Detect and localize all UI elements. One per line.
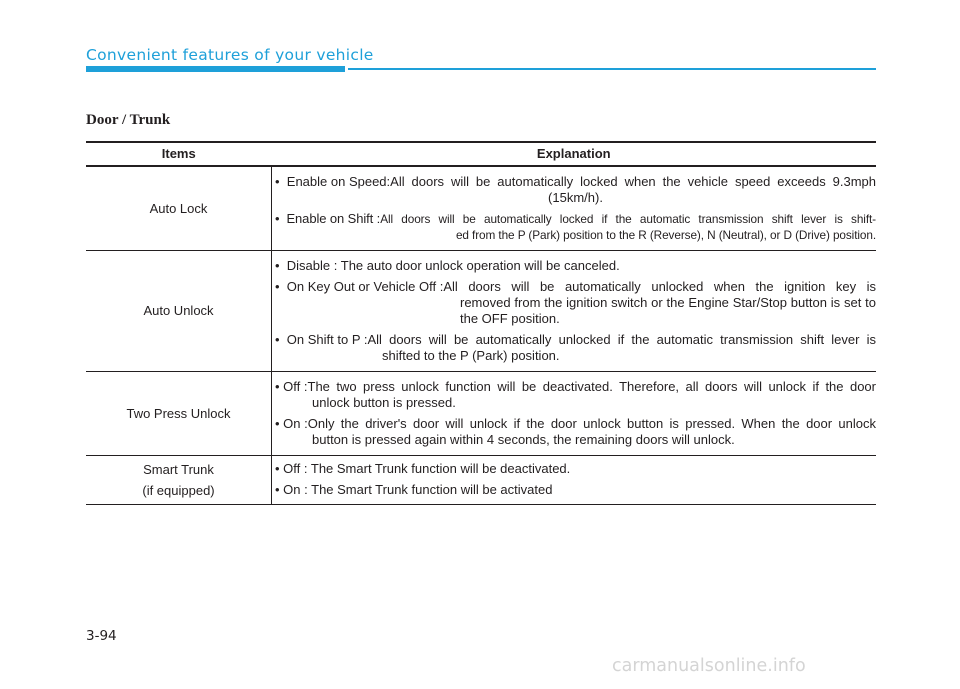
bullet-item: • Enable on Shift : All doors will be automatically locked if the automatic transmission shift lever is shift- ed from the P (Park) position to the R (Reverse), N (Neutral), or D (Drive) position. bbox=[275, 211, 876, 242]
explanation-cell-two-press-unlock bbox=[272, 372, 877, 456]
item-label: Smart Trunk bbox=[143, 461, 214, 477]
table-row bbox=[86, 372, 876, 456]
explanation-cell-auto-unlock bbox=[272, 251, 877, 372]
item-cell-auto-lock: Auto Lock bbox=[86, 166, 272, 251]
item-cell-two-press-unlock: Two Press Unlock bbox=[86, 372, 272, 456]
watermark: carmanualsonline.info bbox=[612, 656, 806, 676]
table-row bbox=[86, 251, 876, 372]
explanation-cell-auto-lock bbox=[272, 166, 877, 251]
item-cell-smart-trunk bbox=[86, 456, 272, 505]
features-table bbox=[86, 141, 876, 505]
header-accent-bar bbox=[86, 66, 345, 72]
item-cell-auto-unlock: Auto Unlock bbox=[86, 251, 272, 372]
table-row bbox=[86, 456, 876, 505]
bullet-item: • Off : The Smart Trunk function will be deactivated. bbox=[275, 461, 571, 476]
bullet-item: • On Key Out or Vehicle Off : All doors will be automatically unlocked when the ignition key is removed from the ignition switch or the Engine Star/Stop button is set to the OFF position. bbox=[275, 279, 876, 326]
column-header-items: Items bbox=[86, 142, 272, 166]
page-heading: Door / Trunk bbox=[86, 112, 171, 128]
table-header-row bbox=[86, 142, 876, 166]
bullet-item: • On : The Smart Trunk function will be activated bbox=[275, 482, 553, 497]
page-number: 3-94 bbox=[86, 628, 117, 644]
bullet-item: • Disable : The auto door unlock operation will be canceled. bbox=[275, 258, 620, 273]
column-header-explanation: Explanation bbox=[272, 142, 877, 166]
table-row bbox=[86, 166, 876, 251]
item-sublabel: (if equipped) bbox=[142, 482, 215, 498]
bullet-item: • Enable on Speed: All doors will be automatically locked when the vehicle speed exceeds 9.3mph (15km/h). bbox=[275, 174, 876, 205]
bullet-item: • On Shift to P : All doors will be automatically unlocked if the automatic transmission shift lever is shifted to the P (Park) position. bbox=[275, 332, 876, 363]
bullet-item: • On : Only the driver's door will unlock if the door unlock button is pressed. When the door unlock button is pressed again within 4 seconds, the remaining doors will unlock. bbox=[275, 416, 876, 447]
bullet-item: • Off : The two press unlock function will be deactivated. Therefore, all doors will unlock if the door unlock button is pressed. bbox=[275, 379, 876, 410]
explanation-cell-smart-trunk bbox=[272, 456, 877, 505]
header-rule bbox=[348, 68, 876, 70]
section-header-title: Convenient features of your vehicle bbox=[86, 46, 374, 64]
